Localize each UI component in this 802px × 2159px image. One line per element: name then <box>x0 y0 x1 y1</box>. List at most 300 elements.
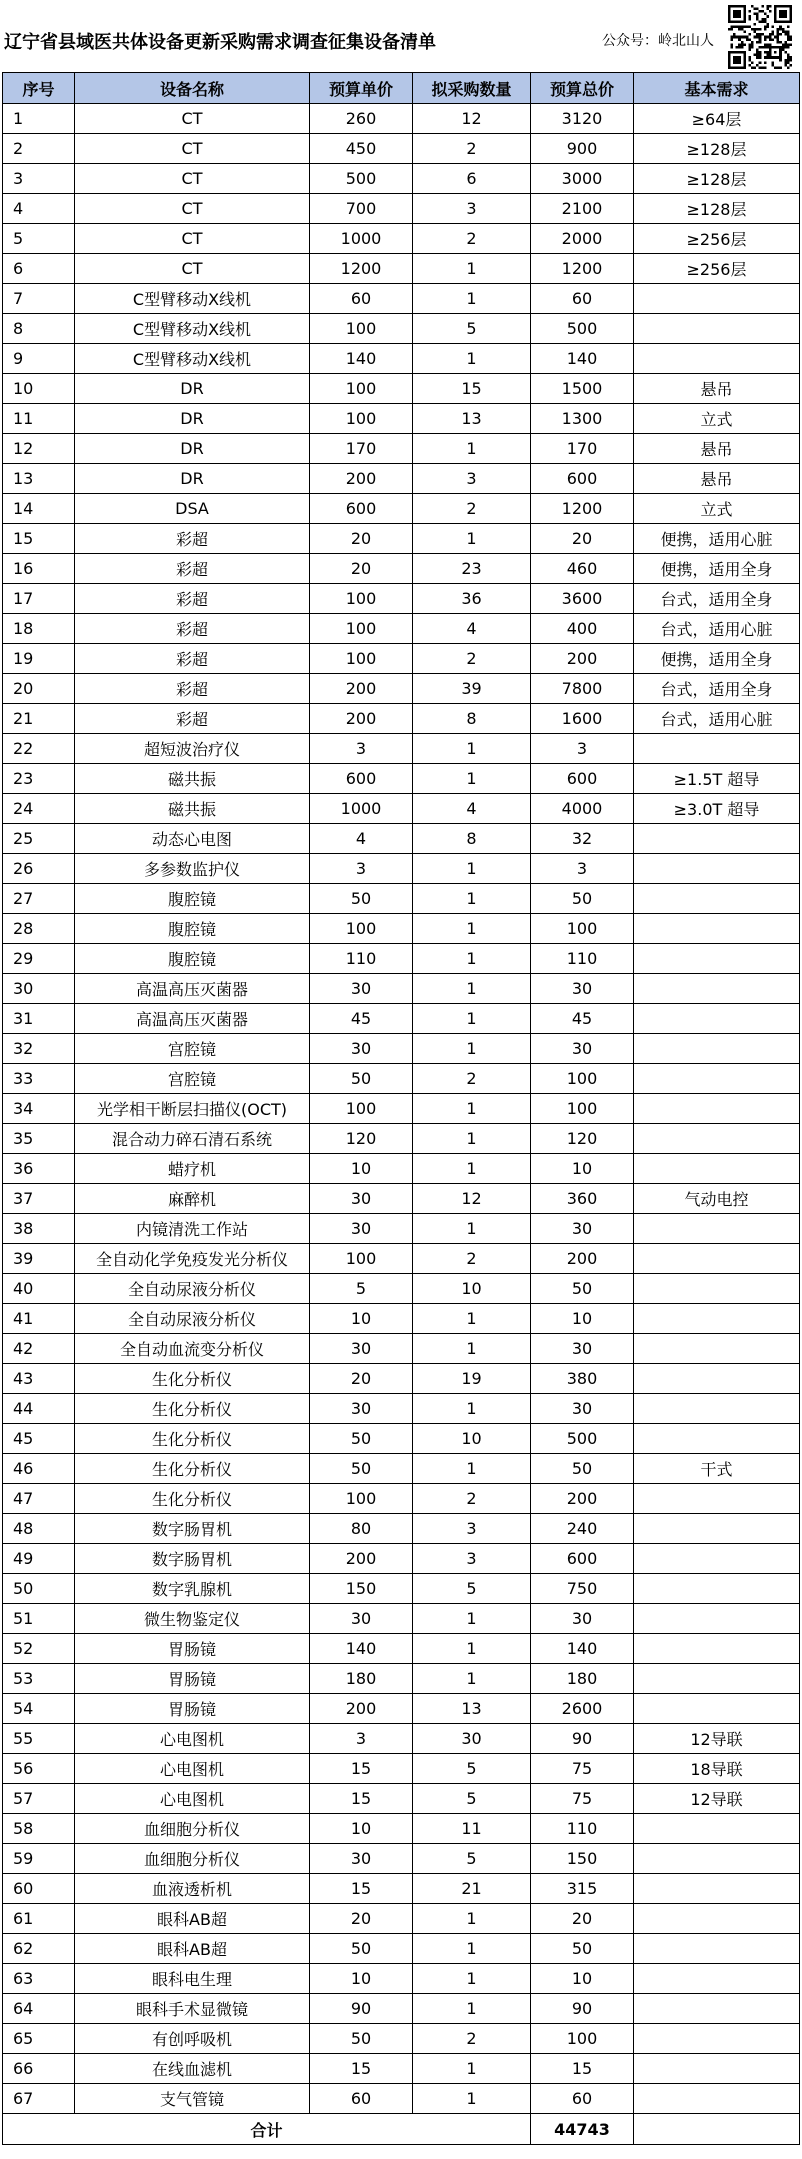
table-row <box>3 584 800 614</box>
cell-seq: 11 <box>3 404 75 434</box>
cell-total-price: 240 <box>531 1514 634 1544</box>
cell-quantity: 5 <box>413 1754 531 1784</box>
cell-requirement: 18导联 <box>634 1754 800 1784</box>
cell-total-price: 1200 <box>531 494 634 524</box>
cell-requirement <box>634 1814 800 1844</box>
cell-unit-price: 5 <box>310 1274 413 1304</box>
cell-seq: 33 <box>3 1064 75 1094</box>
cell-unit-price: 100 <box>310 314 413 344</box>
table-row <box>3 1154 800 1184</box>
table-row <box>3 1364 800 1394</box>
col-header-name: 设备名称 <box>75 73 310 104</box>
cell-unit-price: 100 <box>310 614 413 644</box>
cell-seq: 57 <box>3 1784 75 1814</box>
table-row <box>3 554 800 584</box>
cell-seq: 48 <box>3 1514 75 1544</box>
cell-requirement <box>634 1544 800 1574</box>
cell-total-price: 600 <box>531 764 634 794</box>
cell-seq: 28 <box>3 914 75 944</box>
table-row <box>3 1004 800 1034</box>
cell-unit-price: 30 <box>310 1184 413 1214</box>
cell-name: 麻醉机 <box>75 1184 310 1214</box>
table-row <box>3 1094 800 1124</box>
cell-total-price: 75 <box>531 1754 634 1784</box>
cell-seq: 49 <box>3 1544 75 1574</box>
cell-seq: 39 <box>3 1244 75 1274</box>
cell-seq: 53 <box>3 1664 75 1694</box>
cell-seq: 61 <box>3 1904 75 1934</box>
cell-requirement <box>634 2024 800 2054</box>
cell-seq: 15 <box>3 524 75 554</box>
table-row <box>3 824 800 854</box>
cell-requirement <box>634 1244 800 1274</box>
cell-total-price: 10 <box>531 1964 634 1994</box>
cell-requirement <box>634 1424 800 1454</box>
cell-total-price: 10 <box>531 1154 634 1184</box>
cell-unit-price: 30 <box>310 1844 413 1874</box>
cell-quantity: 2 <box>413 1064 531 1094</box>
cell-seq: 22 <box>3 734 75 764</box>
cell-name: 心电图机 <box>75 1754 310 1784</box>
table-row <box>3 1184 800 1214</box>
cell-seq: 4 <box>3 194 75 224</box>
cell-seq: 30 <box>3 974 75 1004</box>
cell-total-price: 100 <box>531 1064 634 1094</box>
cell-total-price: 32 <box>531 824 634 854</box>
cell-requirement: ≥256层 <box>634 254 800 284</box>
table-row <box>3 1274 800 1304</box>
cell-unit-price: 450 <box>310 134 413 164</box>
table-body <box>3 104 800 2114</box>
table-row <box>3 254 800 284</box>
table-row <box>3 1754 800 1784</box>
cell-name: 彩超 <box>75 554 310 584</box>
cell-unit-price: 10 <box>310 1304 413 1334</box>
table-row <box>3 1574 800 1604</box>
cell-quantity: 4 <box>413 794 531 824</box>
cell-requirement: 立式 <box>634 494 800 524</box>
table-row <box>3 884 800 914</box>
cell-requirement: 12导联 <box>634 1784 800 1814</box>
table-row <box>3 1424 800 1454</box>
cell-seq: 12 <box>3 434 75 464</box>
cell-name: 彩超 <box>75 644 310 674</box>
cell-quantity: 1 <box>413 1394 531 1424</box>
table-row <box>3 524 800 554</box>
table-row <box>3 344 800 374</box>
cell-seq: 24 <box>3 794 75 824</box>
table-row <box>3 914 800 944</box>
cell-total-price: 20 <box>531 524 634 554</box>
cell-requirement: 便携，适用心脏 <box>634 524 800 554</box>
cell-name: 眼科AB超 <box>75 1904 310 1934</box>
table-row <box>3 374 800 404</box>
cell-quantity: 3 <box>413 464 531 494</box>
cell-unit-price: 1000 <box>310 794 413 824</box>
cell-total-price: 1200 <box>531 254 634 284</box>
cell-seq: 32 <box>3 1034 75 1064</box>
cell-quantity: 6 <box>413 164 531 194</box>
cell-requirement: 台式，适用全身 <box>634 584 800 614</box>
cell-name: 磁共振 <box>75 764 310 794</box>
col-header-seq: 序号 <box>3 73 75 104</box>
cell-total-price: 3 <box>531 854 634 884</box>
cell-name: 有创呼吸机 <box>75 2024 310 2054</box>
table-row <box>3 1334 800 1364</box>
cell-requirement <box>634 1124 800 1154</box>
cell-name: 血细胞分析仪 <box>75 1814 310 1844</box>
cell-quantity: 5 <box>413 1784 531 1814</box>
cell-total-price: 30 <box>531 1334 634 1364</box>
cell-requirement: ≥128层 <box>634 164 800 194</box>
cell-requirement: ≥256层 <box>634 224 800 254</box>
cell-quantity: 2 <box>413 2024 531 2054</box>
cell-seq: 51 <box>3 1604 75 1634</box>
table-row <box>3 1244 800 1274</box>
cell-requirement: ≥64层 <box>634 104 800 134</box>
cell-seq: 47 <box>3 1484 75 1514</box>
cell-total-price: 10 <box>531 1304 634 1334</box>
cell-quantity: 1 <box>413 1034 531 1064</box>
cell-quantity: 2 <box>413 494 531 524</box>
cell-seq: 13 <box>3 464 75 494</box>
table-row <box>3 1994 800 2024</box>
cell-seq: 18 <box>3 614 75 644</box>
table-row <box>3 464 800 494</box>
cell-unit-price: 4 <box>310 824 413 854</box>
cell-name: 蜡疗机 <box>75 1154 310 1184</box>
table-row <box>3 1064 800 1094</box>
cell-quantity: 8 <box>413 704 531 734</box>
cell-unit-price: 30 <box>310 1214 413 1244</box>
cell-total-price: 45 <box>531 1004 634 1034</box>
cell-seq: 1 <box>3 104 75 134</box>
cell-requirement <box>634 884 800 914</box>
cell-name: 彩超 <box>75 524 310 554</box>
cell-seq: 41 <box>3 1304 75 1334</box>
cell-seq: 50 <box>3 1574 75 1604</box>
cell-unit-price: 260 <box>310 104 413 134</box>
cell-total-price: 170 <box>531 434 634 464</box>
cell-quantity: 1 <box>413 1304 531 1334</box>
cell-quantity: 1 <box>413 884 531 914</box>
cell-requirement <box>634 1334 800 1364</box>
cell-unit-price: 3 <box>310 1724 413 1754</box>
cell-total-price: 50 <box>531 884 634 914</box>
cell-seq: 56 <box>3 1754 75 1784</box>
cell-requirement <box>634 1214 800 1244</box>
cell-unit-price: 20 <box>310 554 413 584</box>
qr-code-icon <box>728 5 792 69</box>
table-row <box>3 1394 800 1424</box>
cell-quantity: 1 <box>413 1094 531 1124</box>
total-row <box>3 2114 800 2145</box>
cell-seq: 26 <box>3 854 75 884</box>
cell-name: 眼科AB超 <box>75 1934 310 1964</box>
cell-unit-price: 100 <box>310 1244 413 1274</box>
cell-total-price: 30 <box>531 1034 634 1064</box>
cell-unit-price: 3 <box>310 854 413 884</box>
cell-requirement: ≥128层 <box>634 134 800 164</box>
cell-quantity: 1 <box>413 254 531 284</box>
table-row <box>3 104 800 134</box>
cell-quantity: 23 <box>413 554 531 584</box>
cell-unit-price: 30 <box>310 1604 413 1634</box>
cell-seq: 36 <box>3 1154 75 1184</box>
cell-requirement <box>634 824 800 854</box>
cell-unit-price: 100 <box>310 404 413 434</box>
table-row <box>3 794 800 824</box>
table-row <box>3 194 800 224</box>
cell-total-price: 1500 <box>531 374 634 404</box>
cell-name: DR <box>75 464 310 494</box>
cell-name: CT <box>75 254 310 284</box>
cell-unit-price: 100 <box>310 914 413 944</box>
cell-name: 超短波治疗仪 <box>75 734 310 764</box>
cell-unit-price: 15 <box>310 2054 413 2084</box>
cell-seq: 2 <box>3 134 75 164</box>
table-row <box>3 1664 800 1694</box>
cell-seq: 21 <box>3 704 75 734</box>
cell-seq: 23 <box>3 764 75 794</box>
cell-requirement <box>634 1844 800 1874</box>
cell-quantity: 1 <box>413 974 531 1004</box>
col-header-requirement: 基本需求 <box>634 73 800 104</box>
cell-name: C型臂移动X线机 <box>75 314 310 344</box>
cell-total-price: 380 <box>531 1364 634 1394</box>
cell-name: 血液透析机 <box>75 1874 310 1904</box>
cell-quantity: 5 <box>413 314 531 344</box>
cell-unit-price: 140 <box>310 344 413 374</box>
table-row <box>3 224 800 254</box>
cell-quantity: 1 <box>413 1904 531 1934</box>
table-row <box>3 1544 800 1574</box>
cell-quantity: 1 <box>413 1334 531 1364</box>
cell-unit-price: 50 <box>310 884 413 914</box>
cell-seq: 38 <box>3 1214 75 1244</box>
cell-requirement <box>634 1514 800 1544</box>
cell-name: 内镜清洗工作站 <box>75 1214 310 1244</box>
cell-name: 全自动尿液分析仪 <box>75 1304 310 1334</box>
cell-seq: 9 <box>3 344 75 374</box>
cell-unit-price: 15 <box>310 1874 413 1904</box>
cell-total-price: 120 <box>531 1124 634 1154</box>
cell-total-price: 110 <box>531 1814 634 1844</box>
cell-name: 光学相干断层扫描仪(OCT) <box>75 1094 310 1124</box>
cell-quantity: 4 <box>413 614 531 644</box>
cell-unit-price: 15 <box>310 1784 413 1814</box>
cell-total-price: 2100 <box>531 194 634 224</box>
cell-quantity: 1 <box>413 1454 531 1484</box>
cell-quantity: 8 <box>413 824 531 854</box>
table-row <box>3 764 800 794</box>
cell-total-price: 3000 <box>531 164 634 194</box>
table-row <box>3 284 800 314</box>
cell-quantity: 30 <box>413 1724 531 1754</box>
cell-requirement <box>634 344 800 374</box>
cell-seq: 52 <box>3 1634 75 1664</box>
cell-requirement <box>634 944 800 974</box>
cell-requirement: 气动电控 <box>634 1184 800 1214</box>
cell-unit-price: 200 <box>310 464 413 494</box>
cell-name: C型臂移动X线机 <box>75 284 310 314</box>
table-row <box>3 134 800 164</box>
cell-requirement: ≥128层 <box>634 194 800 224</box>
cell-seq: 42 <box>3 1334 75 1364</box>
cell-quantity: 2 <box>413 1484 531 1514</box>
cell-total-price: 30 <box>531 974 634 1004</box>
cell-quantity: 1 <box>413 1994 531 2024</box>
cell-requirement: 台式，适用心脏 <box>634 614 800 644</box>
cell-quantity: 1 <box>413 524 531 554</box>
cell-total-price: 20 <box>531 1904 634 1934</box>
cell-total-price: 100 <box>531 2024 634 2054</box>
cell-quantity: 21 <box>413 1874 531 1904</box>
cell-total-price: 110 <box>531 944 634 974</box>
page-title: 辽宁省县域医共体设备更新采购需求调查征集设备清单 <box>4 32 436 53</box>
table-row <box>3 1304 800 1334</box>
cell-name: 彩超 <box>75 584 310 614</box>
table-row <box>3 734 800 764</box>
cell-requirement: 干式 <box>634 1454 800 1484</box>
cell-quantity: 13 <box>413 404 531 434</box>
cell-name: C型臂移动X线机 <box>75 344 310 374</box>
cell-name: 动态心电图 <box>75 824 310 854</box>
cell-unit-price: 60 <box>310 284 413 314</box>
cell-seq: 44 <box>3 1394 75 1424</box>
cell-total-price: 200 <box>531 1484 634 1514</box>
cell-unit-price: 30 <box>310 1034 413 1064</box>
cell-unit-price: 10 <box>310 1154 413 1184</box>
table-row <box>3 1604 800 1634</box>
table-row <box>3 1634 800 1664</box>
cell-total-price: 4000 <box>531 794 634 824</box>
cell-seq: 5 <box>3 224 75 254</box>
cell-quantity: 12 <box>413 1184 531 1214</box>
cell-requirement <box>634 1634 800 1664</box>
cell-seq: 63 <box>3 1964 75 1994</box>
cell-requirement <box>634 314 800 344</box>
table-row <box>3 644 800 674</box>
cell-name: 高温高压灭菌器 <box>75 1004 310 1034</box>
cell-quantity: 13 <box>413 1694 531 1724</box>
total-label: 合计 <box>3 2114 531 2145</box>
cell-quantity: 1 <box>413 1634 531 1664</box>
table-row <box>3 1514 800 1544</box>
cell-quantity: 1 <box>413 944 531 974</box>
cell-name: 眼科手术显微镜 <box>75 1994 310 2024</box>
cell-requirement <box>634 1064 800 1094</box>
cell-quantity: 1 <box>413 734 531 764</box>
cell-name: 胃肠镜 <box>75 1634 310 1664</box>
cell-seq: 29 <box>3 944 75 974</box>
cell-unit-price: 200 <box>310 674 413 704</box>
cell-quantity: 5 <box>413 1574 531 1604</box>
cell-quantity: 2 <box>413 224 531 254</box>
cell-total-price: 30 <box>531 1604 634 1634</box>
cell-total-price: 50 <box>531 1934 634 1964</box>
cell-unit-price: 90 <box>310 1994 413 2024</box>
cell-name: 血细胞分析仪 <box>75 1844 310 1874</box>
cell-unit-price: 200 <box>310 1694 413 1724</box>
cell-total-price: 140 <box>531 1634 634 1664</box>
cell-total-price: 2600 <box>531 1694 634 1724</box>
cell-total-price: 400 <box>531 614 634 644</box>
cell-name: 彩超 <box>75 614 310 644</box>
cell-requirement <box>634 734 800 764</box>
cell-total-price: 200 <box>531 644 634 674</box>
table-row <box>3 314 800 344</box>
cell-name: 生化分析仪 <box>75 1424 310 1454</box>
cell-unit-price: 100 <box>310 1484 413 1514</box>
table-row <box>3 704 800 734</box>
cell-quantity: 2 <box>413 134 531 164</box>
table-row <box>3 1034 800 1064</box>
cell-name: 腹腔镜 <box>75 944 310 974</box>
cell-seq: 60 <box>3 1874 75 1904</box>
cell-name: 全自动尿液分析仪 <box>75 1274 310 1304</box>
cell-name: 生化分析仪 <box>75 1454 310 1484</box>
cell-quantity: 1 <box>413 1004 531 1034</box>
cell-seq: 34 <box>3 1094 75 1124</box>
cell-name: CT <box>75 134 310 164</box>
table-row <box>3 2054 800 2084</box>
cell-quantity: 12 <box>413 104 531 134</box>
table-row <box>3 1874 800 1904</box>
table-row <box>3 1124 800 1154</box>
cell-total-price: 100 <box>531 1094 634 1124</box>
cell-unit-price: 3 <box>310 734 413 764</box>
cell-unit-price: 50 <box>310 1454 413 1484</box>
cell-total-price: 500 <box>531 314 634 344</box>
table-row <box>3 1694 800 1724</box>
cell-name: 胃肠镜 <box>75 1664 310 1694</box>
cell-unit-price: 500 <box>310 164 413 194</box>
cell-total-price: 900 <box>531 134 634 164</box>
cell-unit-price: 45 <box>310 1004 413 1034</box>
cell-unit-price: 700 <box>310 194 413 224</box>
cell-name: CT <box>75 164 310 194</box>
cell-total-price: 60 <box>531 284 634 314</box>
cell-total-price: 500 <box>531 1424 634 1454</box>
total-value: 44743 <box>531 2114 634 2145</box>
cell-quantity: 1 <box>413 1154 531 1184</box>
cell-name: 腹腔镜 <box>75 914 310 944</box>
cell-unit-price: 140 <box>310 1634 413 1664</box>
cell-quantity: 1 <box>413 434 531 464</box>
cell-seq: 59 <box>3 1844 75 1874</box>
cell-total-price: 460 <box>531 554 634 584</box>
cell-unit-price: 60 <box>310 2084 413 2114</box>
table-row <box>3 674 800 704</box>
cell-unit-price: 200 <box>310 1544 413 1574</box>
cell-unit-price: 20 <box>310 1904 413 1934</box>
cell-requirement <box>634 974 800 1004</box>
cell-seq: 20 <box>3 674 75 704</box>
cell-requirement <box>634 1994 800 2024</box>
cell-seq: 67 <box>3 2084 75 2114</box>
cell-name: DR <box>75 404 310 434</box>
table-row <box>3 404 800 434</box>
cell-name: 彩超 <box>75 674 310 704</box>
cell-total-price: 3120 <box>531 104 634 134</box>
cell-requirement <box>634 854 800 884</box>
cell-unit-price: 30 <box>310 974 413 1004</box>
cell-quantity: 1 <box>413 1604 531 1634</box>
cell-seq: 65 <box>3 2024 75 2054</box>
cell-unit-price: 50 <box>310 1424 413 1454</box>
cell-seq: 16 <box>3 554 75 584</box>
